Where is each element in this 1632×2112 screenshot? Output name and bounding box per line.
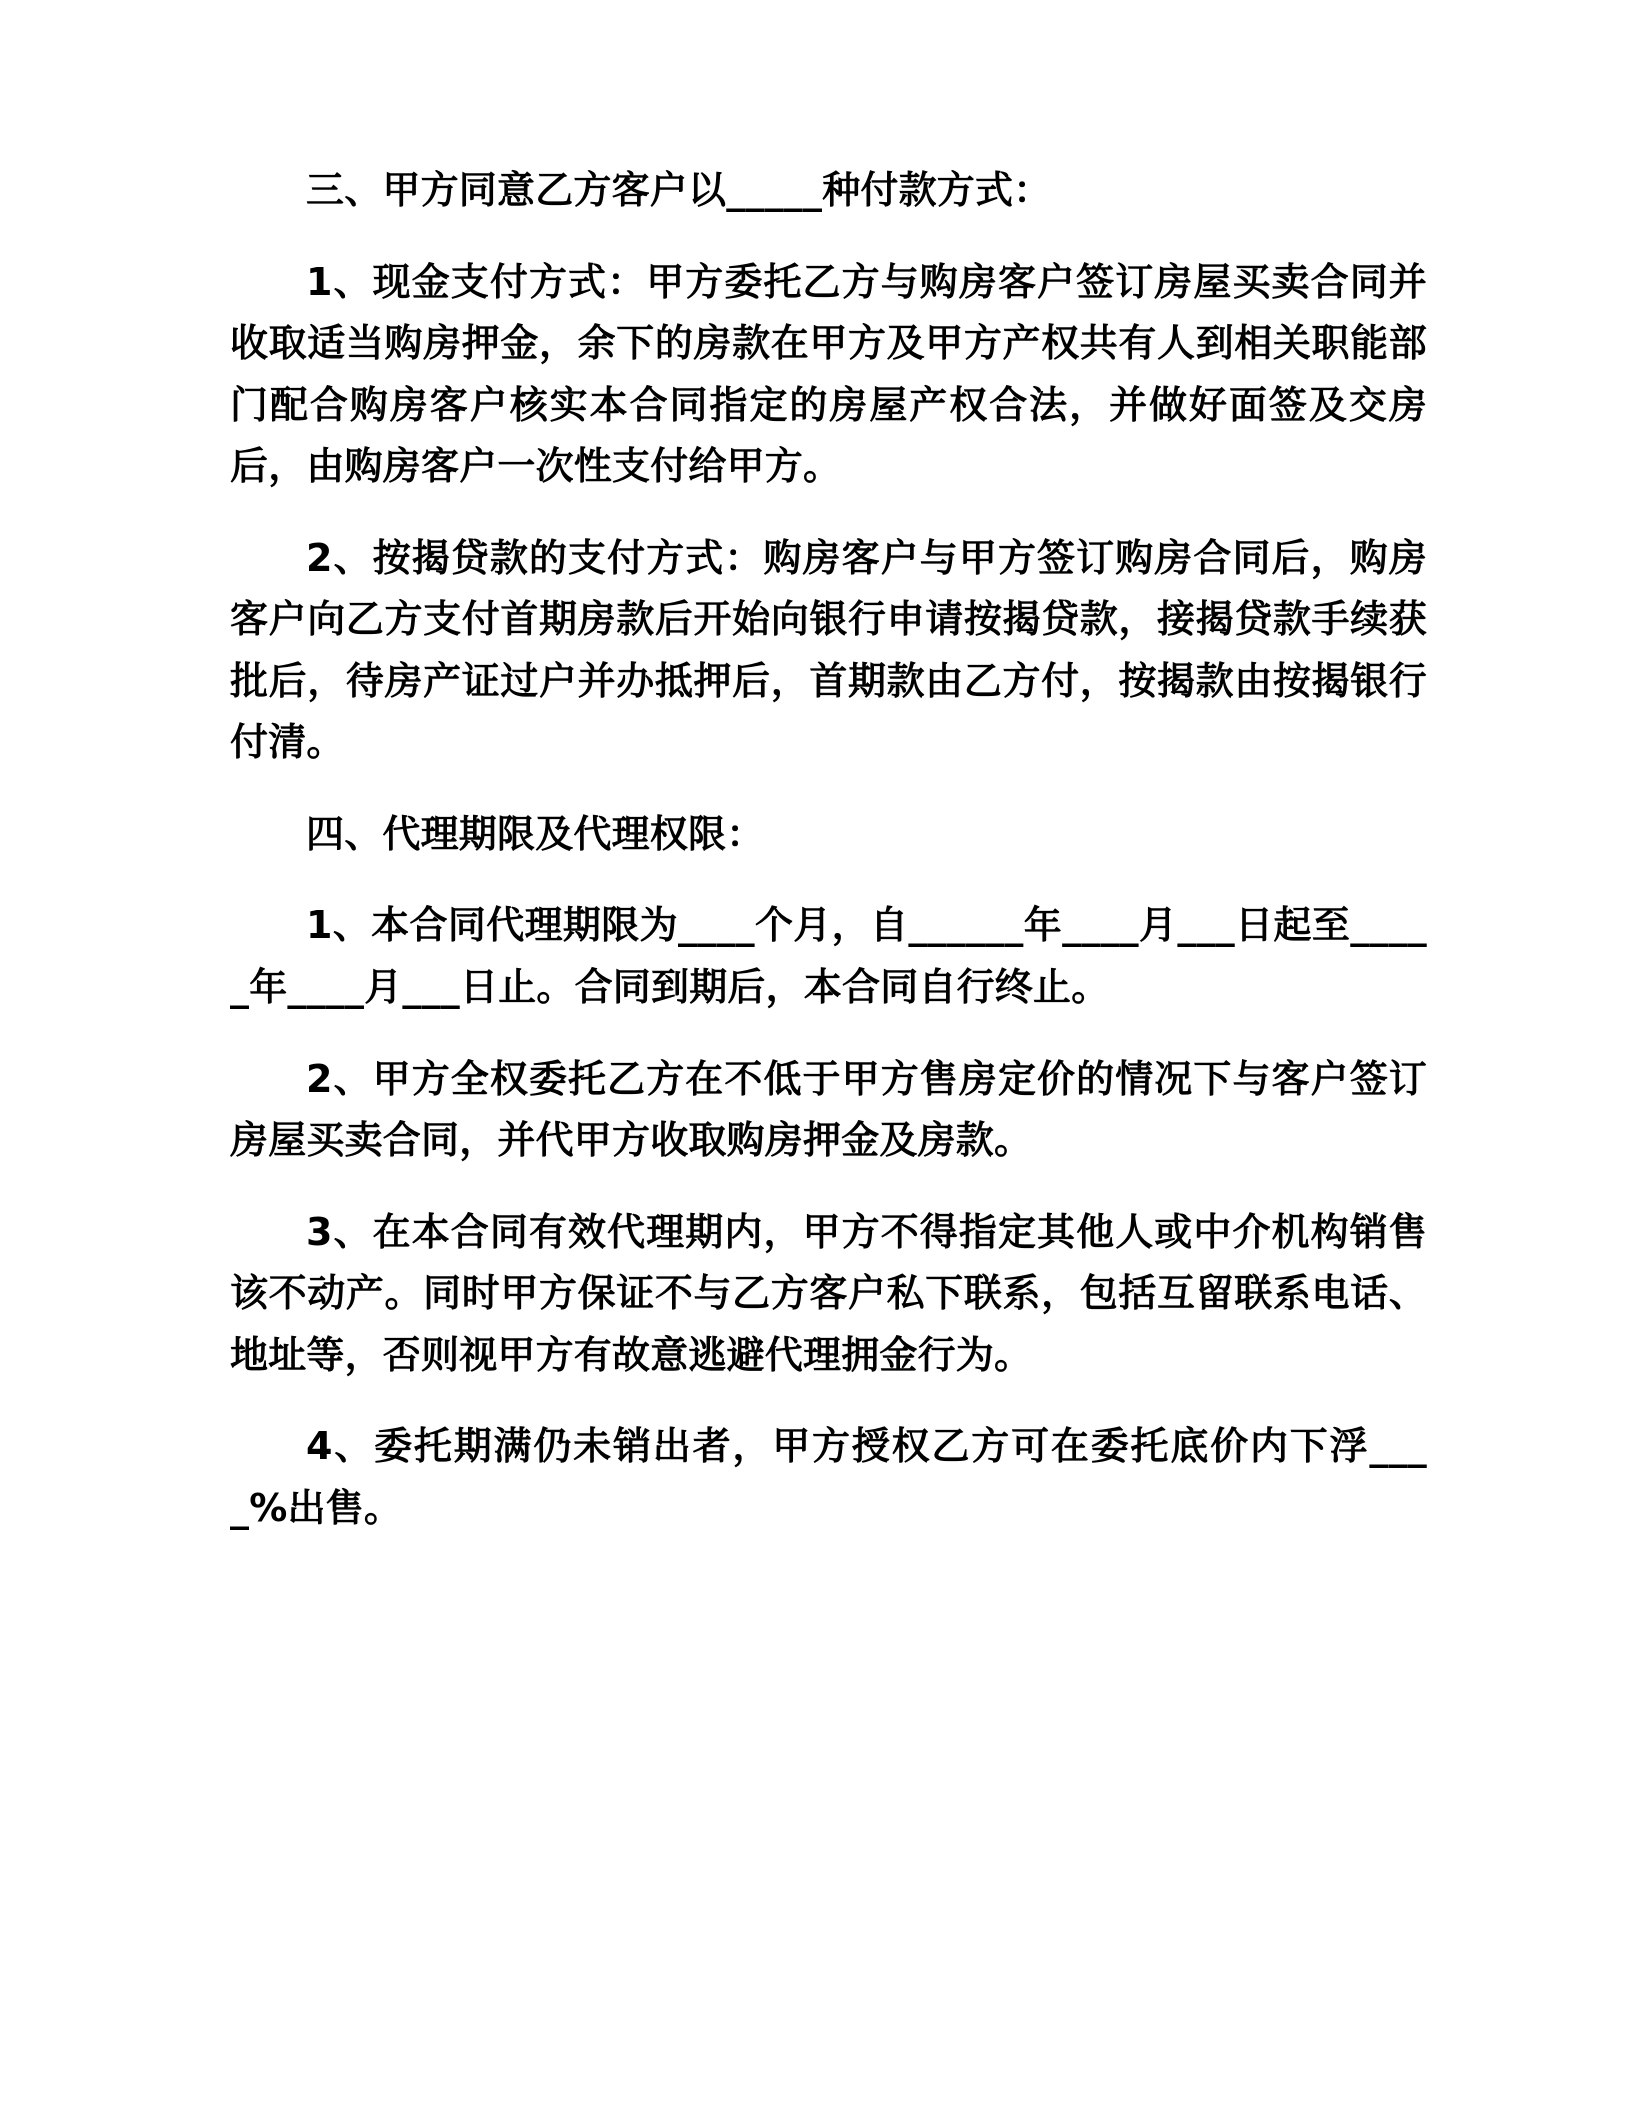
clause-full-authorization: 2、甲方全权委托乙方在不低于甲方售房定价的情况下与客户签订房屋买卖合同，并代甲方收取购房押金及房款。 [230, 1056, 1427, 1163]
section-heading-three: 三、甲方同意乙方客户以_____种付款方式： [306, 168, 1052, 212]
document-body [230, 160, 1427, 1539]
section-heading-four: 四、代理期限及代理权限： [306, 811, 765, 856]
clause-agency-term: 1、本合同代理期限为____个月，自______年____月___日起至_____年____月___日止。合同到期后，本合同自行终止。 [230, 903, 1427, 1010]
clause-cash-payment: 1、现金支付方式：甲方委托乙方与购房客户签订房屋买卖合同并收取适当购房押金，余下的房款在甲方及甲方产权共有人到相关职能部门配合购房客户核实本合同指定的房屋产权合法，并做好面签及交房后，由购房客户一次性支付给甲方。 [230, 259, 1427, 489]
clause-exclusivity: 3、在本合同有效代理期内，甲方不得指定其他人或中介机构销售该不动产。同时甲方保证不与乙方客户私下联系，包括互留联系电话、地址等，否则视甲方有故意逃避代理拥金行为。 [230, 1209, 1427, 1377]
clause-price-reduction: 4、委托期满仍未销出者，甲方授权乙方可在委托底价内下浮____%出售。 [230, 1424, 1427, 1530]
clause-mortgage-payment: 2、按揭贷款的支付方式：购房客户与甲方签订购房合同后，购房客户向乙方支付首期房款后开始向银行申请按揭贷款，接揭贷款手续获批后，待房产证过户并办抵押后，首期款由乙方付，按揭款由按揭银行付清。 [230, 535, 1427, 765]
